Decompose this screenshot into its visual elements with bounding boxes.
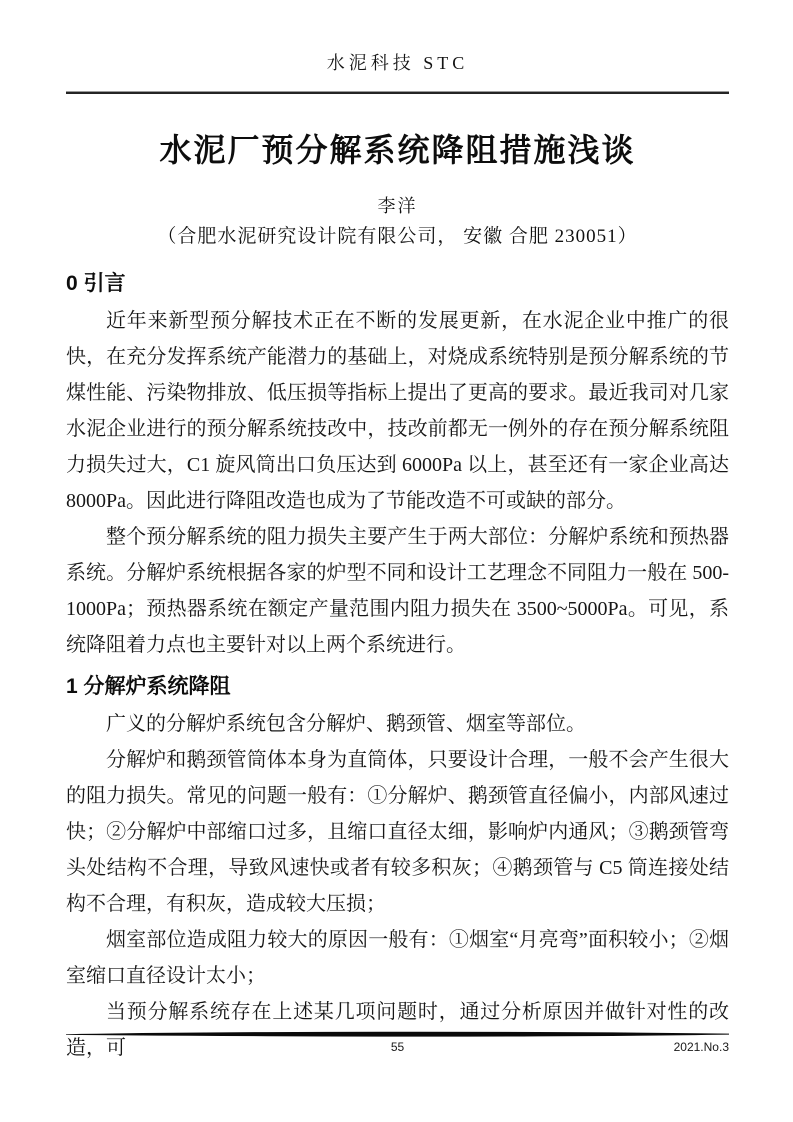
section-heading-calciner-system: 1 分解炉系统降阻 (66, 675, 231, 698)
journal-title: 水泥科技 STC (326, 53, 469, 73)
article-title: 水泥厂预分解系统降阻措施浅谈 (159, 132, 636, 168)
paragraph: 分解炉和鹅颈管筒体本身为直筒体，只要设计合理，一般不会产生很大的阻力损失。常见的问题一般有：①分解炉、鹅颈管直径偏小，内部风速过快；②分解炉中部缩口过多，且缩口直径太细，影响炉内通风；③鹅颈管弯头处结构不合理，导致风速快或者有较多积灰；④鹅颈管与 C5 筒连接处结构不合理，有积灰，造成较大压损； (66, 749, 729, 915)
article-author: 李洋 (377, 196, 418, 216)
footer-rule (66, 1030, 729, 1038)
issue-label: 2021.No.3 (673, 1040, 729, 1054)
footer-row (66, 1039, 729, 1055)
section-heading-introduction: 0 引言 (66, 272, 126, 295)
paragraph: 广义的分解炉系统包含分解炉、鹅颈管、烟室等部位。 (106, 713, 586, 735)
journal-header (66, 0, 729, 74)
paragraph: 整个预分解系统的阻力损失主要产生于两大部位：分解炉系统和预热器系统。分解炉系统根据各家的炉型不同和设计工艺理念不同阻力一般在 500-1000Pa；预热器系统在额定产量范围内阻力损失在 3500~5000Pa。可见，系统降阻着力点也主要针对以上两个系统进行。 (66, 526, 729, 656)
paragraph: 烟室部位造成阻力较大的原因一般有：①烟室“月亮弯”面积较小；②烟室缩口直径设计太小； (66, 929, 729, 987)
page-footer (66, 1030, 729, 1055)
page-number: 55 (390, 1040, 405, 1054)
article-body (66, 270, 729, 1066)
paragraph: 近年来新型预分解技术正在不断的发展更新，在水泥企业中推广的很快，在充分发挥系统产能潜力的基础上，对烧成系统特别是预分解系统的节煤性能、污染物排放、低压损等指标上提出了更高的要求。最近我司对几家水泥企业进行的预分解系统技改中，技改前都无一例外的存在预分解系统阻力损失过大，C1 旋风筒出口负压达到 6000Pa 以上，甚至还有一家企业高达 8000Pa。因此进行降阻改造也成为了节能改造不可或缺的部分。 (66, 310, 729, 512)
header-rule (66, 91, 729, 94)
paragraph: 当预分解系统存在上述某几项问题时，通过分析原因并做针对性的改造，可 (66, 1001, 729, 1059)
article-affiliation: （合肥水泥研究设计院有限公司， 安徽 合肥 230051） (157, 226, 638, 247)
